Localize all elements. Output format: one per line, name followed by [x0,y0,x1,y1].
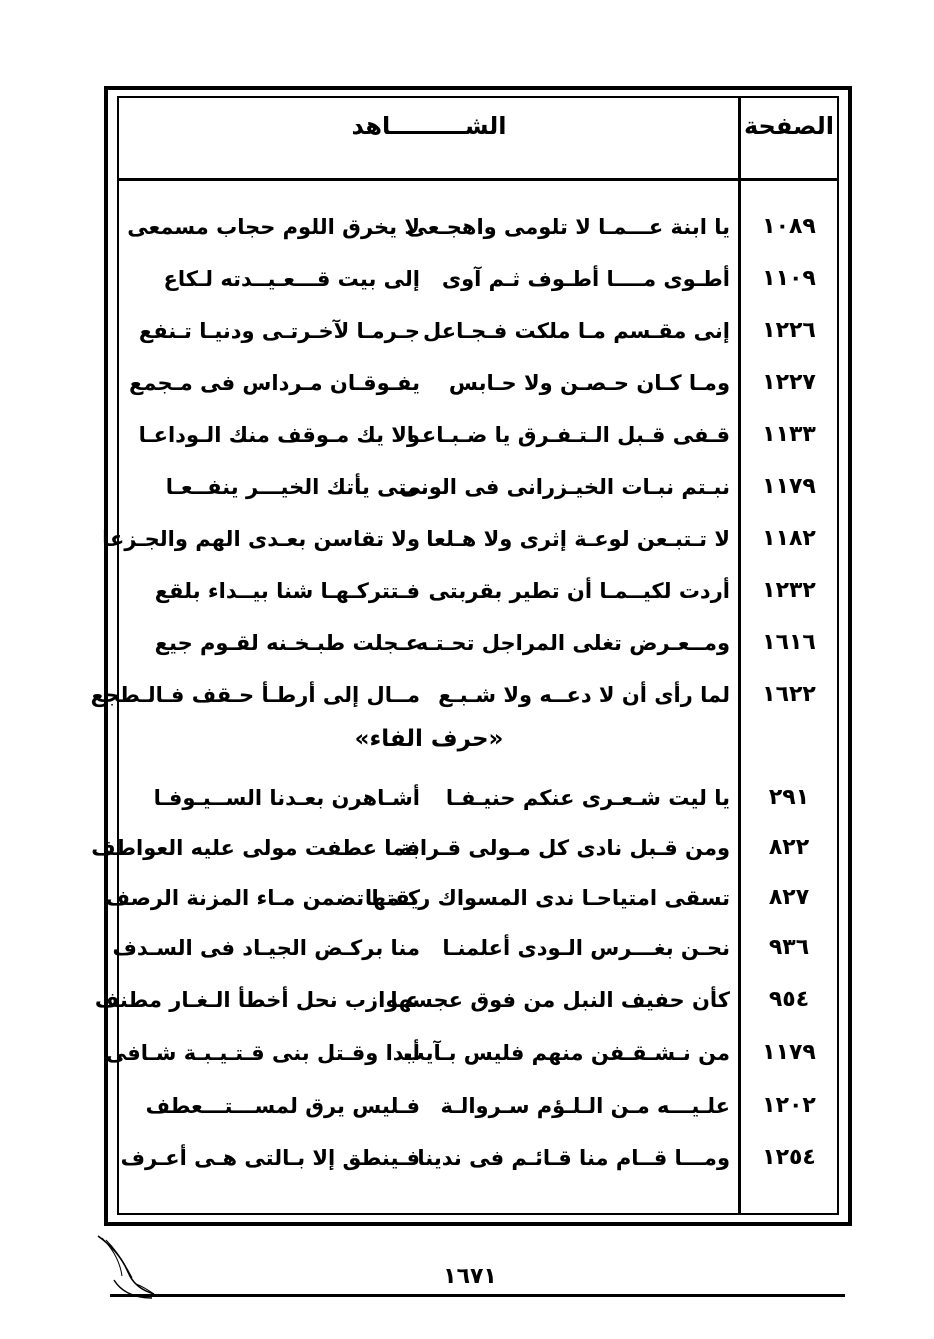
verse-row [102,519,835,559]
second-hemistich: عـوازب نحل أخطأ الـغـار مطنف [94,988,420,1012]
first-hemistich: كأن حفيف النبل من فوق عجسها [390,988,730,1012]
header-divider [117,178,839,181]
page-ref: ١٢٠٢ [762,1093,816,1118]
page-column-header: الصفحة [743,112,834,140]
page-ref: ٨٢٧ [768,885,810,910]
verse-row [105,878,835,918]
first-hemistich: ومن قـبل نادى كل مـولى قـرابة [399,836,730,860]
second-hemistich: أبدا وقـتل بنى قـتـيـبـة شـافى [105,1041,420,1065]
verse-row [120,623,835,663]
page-ref: ١١٠٩ [762,266,816,291]
second-hemistich: أشـاهرن بعـدنا الســيـوفـا [153,786,420,810]
first-hemistich: تسقى امتياحـا ندى المسواك ريقتها [364,886,730,910]
second-hemistich: فما عطفت مولى عليه العواطف [91,836,420,860]
page-ref: ٨٢٢ [768,835,810,860]
verse-row [120,415,835,455]
first-hemistich: نحـن بغـــرس الـودى أعلمنـا [442,936,730,960]
verse-row [120,778,835,818]
first-hemistich: ومـا كـان حـصـن ولا حـابس [448,371,730,395]
section-heading: «حرف الفاء» [354,726,504,752]
first-hemistich: ومـــا قــام منا قـائـم فى ندينا [417,1146,730,1170]
page-ref: ٩٥٤ [768,987,810,1012]
second-hemistich: منا بركـض الجيـاد فى السـدف [112,936,420,960]
second-hemistich: جـرمـا لآخـرتـى ودنيـا تـنفع [138,319,420,343]
second-hemistich: إلى بيت قـــعـيــدته لـكاع [163,267,420,291]
page-ref: ٩٣٦ [768,935,810,960]
first-hemistich: أطـوى مــــا أطـوف ثـم آوى [441,267,730,291]
second-hemistich: متى يأتك الخيـــر ينفــعـا [165,475,420,499]
second-hemistich: فـتتركـهـا شنا بيــداء بلقع [154,579,420,603]
verse-row [120,1138,835,1178]
page-ref: ١٢٥٤ [762,1145,816,1170]
verse-row [120,207,835,247]
second-hemistich: عـجلت طبـخـنه لقـوم جيع [154,631,420,655]
verse-row [112,928,835,968]
page-ref: ١٦٢٢ [762,682,816,707]
first-hemistich: يا ابنة عـــمـا لا تلومى واهجـعى [406,215,730,239]
first-hemistich: قـفى قـبل الـتـفـرق يا ضـبـاعـا [406,423,730,447]
verse-row [120,467,835,507]
page-ref: ١١٧٩ [762,1040,816,1065]
page-ref: ١١٨٢ [762,526,816,551]
second-hemistich: لا يخرق اللوم حجاب مسمعى [127,215,420,239]
verse-row [105,1033,835,1073]
verse-row [120,363,835,403]
page-ref: ١٢٣٢ [762,578,816,603]
page-ref: ٢٩١ [768,785,810,810]
first-hemistich: إنى مقـسم مـا ملكت فـجـاعل [422,319,730,343]
page-ref: ١٢٢٧ [762,370,816,395]
second-hemistich: فـينطق إلا بـالتى هـى أعـرف [120,1146,420,1170]
verse-column-header: الشـــــــــاهد [351,112,507,140]
page-ref: ١٦١٦ [762,630,816,655]
first-hemistich: ومــعـرض تغلى المراجل تحـتـه [415,631,730,655]
verse-row [120,1086,835,1126]
first-hemistich: أردت لكيــمـا أن تطير بقربتى [428,579,730,603]
verse-row [120,571,835,611]
verse-row [91,828,835,868]
second-hemistich: كـمـا تضمن مـاء المزنة الرصف [105,886,420,910]
page-ref: ١١٣٣ [762,422,816,447]
page-ref: ١٢٢٦ [762,318,816,343]
verse-row [90,675,835,715]
footer-rule [110,1294,845,1297]
verse-row [94,980,835,1020]
second-hemistich: ولا يك مـوقف منك الـوداعـا [138,423,420,447]
page-number: ١٦٧١ [443,1264,497,1289]
page-ref: ١١٧٩ [762,474,816,499]
first-hemistich: نبـتم نبـات الخيـزرانى فى الونى [399,475,730,499]
second-hemistich: ولا تقاسن بعـدى الهم والجـزعا [102,527,420,551]
first-hemistich: يا ليت شـعـرى عنكم حنيـفـا [445,786,730,810]
page-ref: ١٠٨٩ [762,214,816,239]
first-hemistich: لا تـتبـعن لوعـة إثرى ولا هـلعا [426,527,730,551]
verse-row [120,311,835,351]
first-hemistich: علـيـــه مـن الـلـؤم سـروالـة [440,1094,730,1118]
second-hemistich: مــال إلى أرطـأ حـقف فـالـطجع [90,683,420,707]
first-hemistich: من نـشـقـفن منهم فليس بـآيب [403,1041,730,1065]
second-hemistich: فـليس يرق لمســـتـــعطف [145,1094,420,1118]
first-hemistich: لما رأى أن لا دعــه ولا شـبـع [438,683,730,707]
verse-row [120,259,835,299]
second-hemistich: يفـوقـان مـرداس فى مـجمع [129,371,420,395]
